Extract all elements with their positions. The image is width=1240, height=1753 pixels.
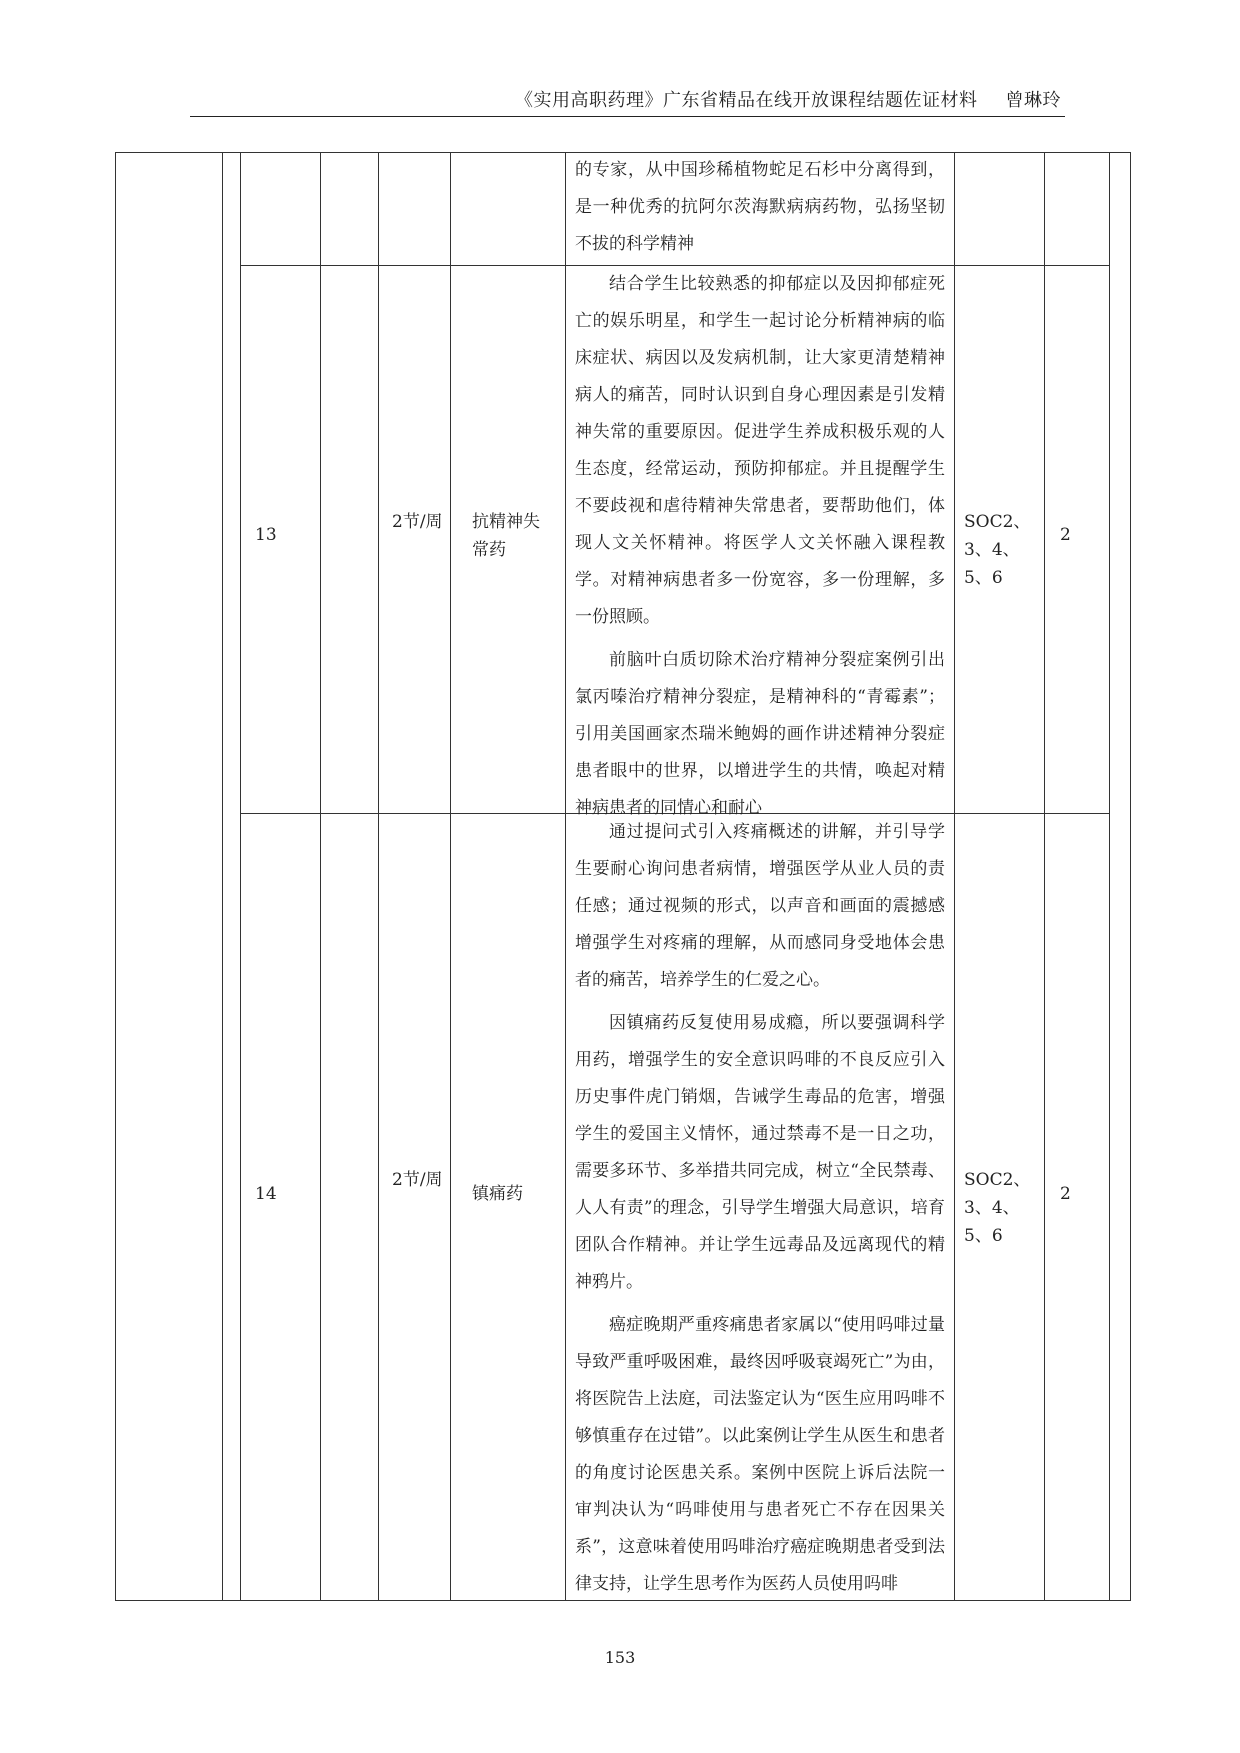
table-border-right [1130, 152, 1131, 1600]
content-paragraph: 因镇痛药反复使用易成瘾，所以要强调科学用药，增强学生的安全意识吗啡的不良反应引入历史事件虎门销烟，告诫学生毒品的危害，增强学生的爱国主义情怀，通过禁毒不是一日之功，需要多环节、多举措共同完成，树立“全民禁毒、人人有责”的理念，引导学生增强大局意识，培育团队合作精神。并让学生远毒品及远离现代的精神鸦片。 [575, 1013, 945, 1292]
week-cell: 14 [255, 1184, 277, 1204]
table-border-left [115, 152, 116, 1600]
score-cell: 2 [1060, 1184, 1071, 1204]
topic-cell: 镇痛药 [472, 1184, 523, 1204]
hours-cell: 2节/周 [392, 512, 443, 532]
goals-cell: SOC2、3、4、5、6 [964, 512, 1031, 588]
continued-content [575, 152, 945, 269]
header-line [515, 86, 1061, 112]
content-paragraph: 结合学生比较熟悉的抑郁症以及因抑郁症死亡的娱乐明星，和学生一起讨论分析精神病的临床症状、病因以及发病机制，让大家更清楚精神病人的痛苦，同时认识到自身心理因素是引发精神失常的重要原因。促进学生养成积极乐观的人生态度，经常运动，预防抑郁症。并且提醒学生不要歧视和虐待精神失常患者，要帮助他们，体现人文关怀精神。将医学人文关怀融入课程教学。对精神病患者多一份宽容，多一份理解，多一份照顾。 [575, 274, 945, 627]
topic-cell: 抗精神失常药 [472, 512, 540, 560]
content-paragraph: 通过提问式引入疼痛概述的讲解，并引导学生要耐心询问患者病情，增强医学从业人员的责任感；通过视频的形式，以声音和画面的震撼感增强学生对疼痛的理解，从而感同身受地体会患者的痛苦，培养学生的仁爱之心。 [575, 822, 945, 990]
content-paragraph: 癌症晚期严重疼痛患者家属以“使用吗啡过量导致严重呼吸困难，最终因呼吸衰竭死亡”为由，将医院告上法庭，司法鉴定认为“医生应用吗啡不够慎重存在过错”。以此案例让学生从医生和患者的角度讨论医患关系。案例中医院上诉后法院一审判决认为“吗啡使用与患者死亡不存在因果关系”，这意味着使用吗啡治疗癌症晚期患者受到法律支持，让学生思考作为医药人员使用吗啡 [575, 1315, 945, 1594]
table-divider [320, 152, 321, 1600]
table-divider [1109, 152, 1110, 1600]
hours-cell: 2节/周 [392, 1170, 443, 1190]
week-cell: 13 [255, 525, 277, 545]
content-cell [575, 266, 945, 833]
table-divider [378, 152, 379, 1600]
goals-cell: SOC2、3、4、5、6 [964, 1170, 1031, 1246]
score-cell: 2 [1060, 525, 1071, 545]
continued-paragraph: 的专家，从中国珍稀植物蛇足石杉中分离得到，是一种优秀的抗阿尔茨海默病病药物，弘扬坚韧不拔的科学精神 [575, 160, 945, 254]
table-divider [450, 152, 451, 1600]
content-cell [575, 814, 945, 1609]
table-divider [1044, 152, 1045, 1600]
header-author: 曾琳玲 [1005, 90, 1061, 111]
table-divider [222, 152, 223, 1600]
header-title: 《实用高职药理》广东省精品在线开放课程结题佐证材料 [515, 90, 978, 111]
page-header [190, 84, 1065, 117]
table-divider [240, 152, 241, 1600]
table-divider [565, 152, 566, 1600]
page-number: 153 [604, 1648, 636, 1667]
content-paragraph: 前脑叶白质切除术治疗精神分裂症案例引出氯丙嗪治疗精神分裂症，是精神科的“青霉素”；引用美国画家杰瑞米鲍姆的画作讲述精神分裂症患者眼中的世界，以增进学生的共情，唤起对精神病患者的同情心和耐心 [575, 650, 945, 818]
table-divider [954, 152, 955, 1600]
